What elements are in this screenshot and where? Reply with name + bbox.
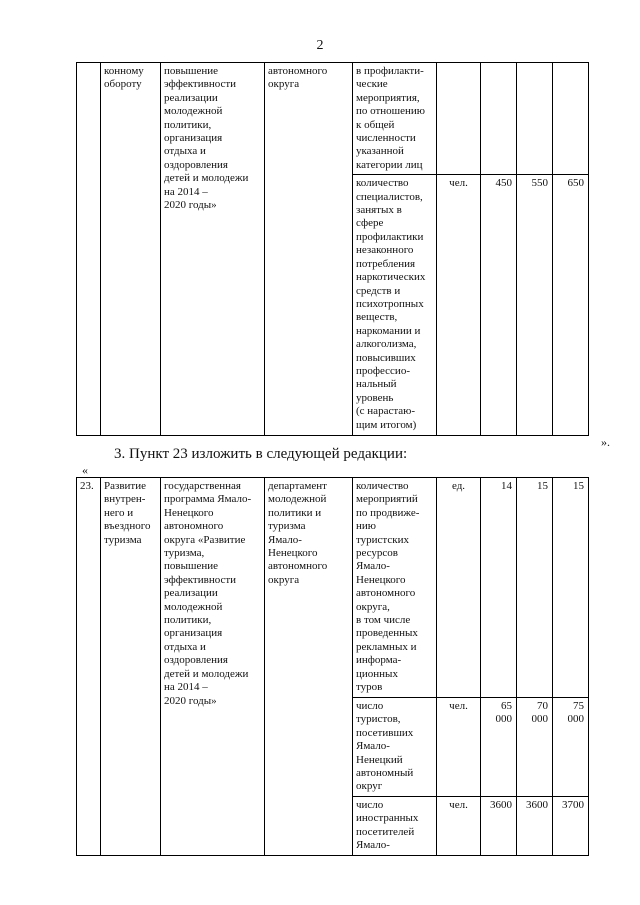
- value-cell: 70 000: [517, 698, 553, 797]
- number-cell: 23.: [77, 478, 101, 856]
- name-cell: конному обороту: [101, 63, 161, 436]
- value-cell: 65 000: [481, 698, 517, 797]
- program-cell: государственная программа Ямало- Ненецкого автономного округа «Развитие туризма, повышение эффективности реализации молодежной политики, организация отдыха и оздоровления детей и молодежи на 2014 – 2020 годы»: [161, 478, 265, 856]
- name-cell: Развитие внутрен- него и въездного туризма: [101, 478, 161, 856]
- executor-cell: департамент молодежной политики и туризма Ямало- Ненецкого автономного округа: [265, 478, 353, 856]
- program-cell: повышение эффективности реализации молодежной политики, организация отдыха и оздоровления детей и молодежи на 2014 – 2020 годы»: [161, 63, 265, 436]
- value-cell: 15: [517, 478, 553, 698]
- indicator-cell: количество мероприятий по продвиже- нию туристских ресурсов Ямало- Ненецкого автономного округа, в том числе проведенных рекламных и информа- ционных туров: [353, 478, 437, 698]
- page-number: 2: [316, 38, 324, 53]
- unit-cell: чел.: [437, 797, 481, 856]
- value-cell: [517, 63, 553, 175]
- executor-cell: автономного округа: [265, 63, 353, 436]
- value-cell: [481, 63, 517, 175]
- indicator-cell: число туристов, посетивших Ямало- Ненецкий автономный округ: [353, 698, 437, 797]
- table-item-23: [76, 477, 589, 856]
- table-row: [77, 63, 589, 175]
- value-cell: 3700: [553, 797, 589, 856]
- value-cell: 3600: [481, 797, 517, 856]
- amendment-heading: 3. Пункт 23 изложить в следующей редакции:: [114, 446, 408, 462]
- indicator-cell: в профилакти- ческие мероприятия, по отношению к общей численности указанной категории лиц: [353, 63, 437, 175]
- value-cell: 450: [481, 175, 517, 436]
- unit-cell: ед.: [437, 478, 481, 698]
- value-cell: 75 000: [553, 698, 589, 797]
- table-continuation: [76, 62, 589, 436]
- number-cell: [77, 63, 101, 436]
- table-row: [77, 478, 589, 698]
- value-cell: 550: [517, 175, 553, 436]
- unit-cell: чел.: [437, 698, 481, 797]
- value-cell: 15: [553, 478, 589, 698]
- value-cell: 14: [481, 478, 517, 698]
- unit-cell: [437, 63, 481, 175]
- unit-cell: чел.: [437, 175, 481, 436]
- opening-quote: «: [82, 463, 88, 477]
- value-cell: 650: [553, 175, 589, 436]
- closing-quote: ».: [601, 435, 610, 449]
- indicator-cell: число иностранных посетителей Ямало-: [353, 797, 437, 856]
- value-cell: [553, 63, 589, 175]
- indicator-cell: количество специалистов, занятых в сфере профилактики незаконного потребления наркотических средств и психотропных веществ, наркомании и алкоголизма, повысивших профессио- нальный уровень (с нарастаю- щим итогом): [353, 175, 437, 436]
- value-cell: 3600: [517, 797, 553, 856]
